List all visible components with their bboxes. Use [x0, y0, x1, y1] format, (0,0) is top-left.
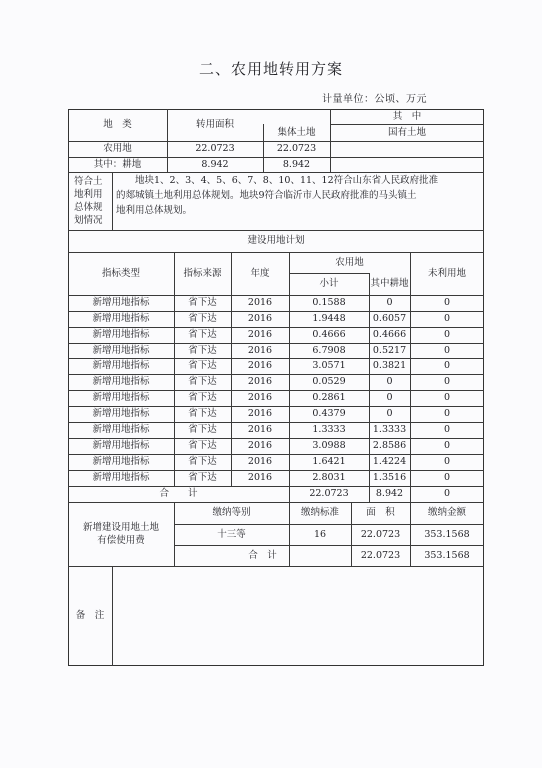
row-subtotal: 0.2861: [312, 392, 346, 404]
plan-total-cultivated: 8.942: [375, 488, 404, 500]
plan-total-subtotal: 22.0723: [309, 488, 349, 500]
col-year: 年度: [250, 267, 270, 279]
fee-grade: 十三等: [217, 528, 246, 540]
row-year: 2016: [247, 424, 273, 436]
row-index-type: 新增用地指标: [92, 424, 150, 436]
farmland-label: 农用地: [103, 143, 132, 155]
row-cultivated: 0: [386, 392, 393, 404]
row-cultivated: 0: [386, 408, 393, 420]
row-unused: 0: [443, 297, 451, 309]
remarks-label: 备 注: [75, 610, 105, 622]
row-unused: 0: [443, 440, 451, 452]
fee-area: 22.0723: [360, 528, 401, 540]
row-subtotal: 3.0988: [312, 440, 346, 452]
row-year: 2016: [247, 313, 273, 325]
fee-standard: 16: [313, 528, 327, 540]
row-year: 2016: [247, 456, 273, 468]
header-collective-land: 集体土地: [277, 126, 316, 138]
row-subtotal: 0.4379: [312, 408, 346, 420]
rule: [112, 172, 113, 230]
row-index-type: 新增用地指标: [92, 456, 150, 468]
row-index-source: 省下达: [188, 392, 217, 404]
fee-total-amount: 353.1568: [424, 549, 470, 561]
row-year: 2016: [247, 376, 273, 388]
row-subtotal: 1.6421: [312, 456, 346, 468]
row-index-source: 省下达: [188, 424, 217, 436]
row-index-source: 省下达: [188, 472, 217, 484]
row-index-source: 省下达: [188, 360, 217, 372]
row-index-type: 新增用地指标: [92, 297, 150, 309]
row-year: 2016: [247, 440, 273, 452]
row-subtotal: 1.3333: [312, 424, 346, 436]
fee-col-grade: 缴纳等别: [212, 507, 251, 519]
row-subtotal: 0.4666: [312, 329, 346, 341]
fee-col-standard: 缴纳标准: [300, 507, 339, 519]
row-subtotal: 3.0571: [312, 360, 346, 372]
row-cultivated: 0.5217: [372, 344, 407, 356]
row-index-type: 新增用地指标: [92, 360, 150, 372]
row-unused: 0: [443, 329, 451, 341]
header-area: 转用面积: [195, 119, 234, 131]
row-cultivated: 1.3333: [372, 424, 407, 436]
farmland-collective: 22.0723: [276, 143, 317, 155]
row-index-type: 新增用地指标: [92, 408, 150, 420]
row-index-source: 省下达: [188, 297, 217, 309]
row-index-source: 省下达: [188, 456, 217, 468]
cultivated-area: 8.942: [201, 158, 229, 170]
row-unused: 0: [443, 376, 451, 388]
row-year: 2016: [247, 297, 273, 309]
col-subtotal: 小计: [319, 278, 339, 290]
plan-total-label: 合 计: [159, 488, 198, 500]
row-cultivated: 0.6057: [372, 313, 407, 325]
row-subtotal: 0.0529: [312, 376, 346, 388]
fee-col-amount: 缴纳金额: [427, 507, 466, 519]
cultivated-collective: 8.942: [282, 158, 311, 170]
row-cultivated: 1.4224: [372, 456, 407, 468]
fee-label: 新增建设用地土地 有偿使用费: [82, 522, 159, 546]
row-unused: 0: [443, 424, 451, 436]
row-unused: 0: [443, 472, 451, 484]
row-cultivated: 1.3516: [372, 472, 407, 484]
row-index-source: 省下达: [188, 329, 217, 341]
row-cultivated: 0: [386, 297, 393, 309]
row-cultivated: 0.4666: [372, 329, 407, 341]
farmland-area: 22.0723: [195, 143, 235, 155]
fee-total-area: 22.0723: [360, 549, 401, 561]
col-index-source: 指标来源: [183, 267, 222, 279]
row-unused: 0: [443, 456, 451, 468]
row-unused: 0: [443, 344, 451, 356]
fee-col-area: 面 积: [366, 507, 395, 519]
header-of-which: 其 中: [392, 110, 422, 122]
row-index-type: 新增用地指标: [92, 313, 150, 325]
row-subtotal: 1.9448: [312, 313, 346, 325]
row-year: 2016: [247, 392, 273, 404]
row-unused: 0: [443, 392, 451, 404]
col-unused: 未利用地: [427, 267, 466, 279]
fee-amount: 353.1568: [424, 528, 470, 540]
row-subtotal: 2.8031: [312, 472, 346, 484]
row-cultivated: 0.3821: [372, 360, 407, 372]
row-index-source: 省下达: [188, 313, 217, 325]
row-index-source: 省下达: [188, 408, 217, 420]
fee-total-label: 合 计: [248, 549, 277, 561]
row-index-type: 新增用地指标: [92, 329, 150, 341]
row-index-type: 新增用地指标: [92, 376, 150, 388]
row-year: 2016: [247, 360, 273, 372]
row-subtotal: 6.7908: [312, 344, 346, 356]
row-index-type: 新增用地指标: [92, 344, 150, 356]
conformity-text: 地块1、2、3、4、5、6、7、8、10、11、12符合山东省人民政府批准 的郯城镇土地利用总体规划。地块9符合临沂市人民政府批准的马头镇土 地利用总体规划。: [116, 175, 439, 216]
row-cultivated: 0: [386, 376, 393, 388]
row-unused: 0: [443, 360, 451, 372]
row-index-type: 新增用地指标: [92, 440, 150, 452]
row-year: 2016: [247, 408, 273, 420]
header-state-land: 国有土地: [387, 126, 426, 138]
cultivated-label: 其中：耕地: [93, 158, 142, 170]
row-subtotal: 0.1588: [312, 297, 346, 309]
row-unused: 0: [443, 408, 451, 420]
conformity-label: 符合土 地利用 总体规 划情况: [74, 176, 103, 226]
plan-section-title: 建设用地计划: [247, 235, 305, 247]
row-index-source: 省下达: [188, 344, 217, 356]
row-year: 2016: [247, 344, 273, 356]
col-index-type: 指标类型: [101, 267, 140, 279]
row-index-type: 新增用地指标: [92, 472, 150, 484]
page-title: 二、农用地转用方案: [198, 60, 343, 78]
col-cultivated: 其中耕地: [370, 278, 409, 290]
col-farmland: 农用地: [335, 256, 364, 268]
row-index-type: 新增用地指标: [92, 392, 150, 404]
row-cultivated: 2.8586: [372, 440, 407, 452]
header-land-class: 地 类: [103, 119, 132, 131]
row-year: 2016: [247, 329, 273, 341]
row-unused: 0: [443, 313, 451, 325]
remarks-content: [112, 566, 484, 666]
plan-total-unused: 0: [443, 488, 451, 500]
row-index-source: 省下达: [188, 376, 217, 388]
row-index-source: 省下达: [188, 440, 217, 452]
unit-note: 计量单位：公顷、万元: [322, 94, 427, 105]
row-year: 2016: [247, 472, 273, 484]
